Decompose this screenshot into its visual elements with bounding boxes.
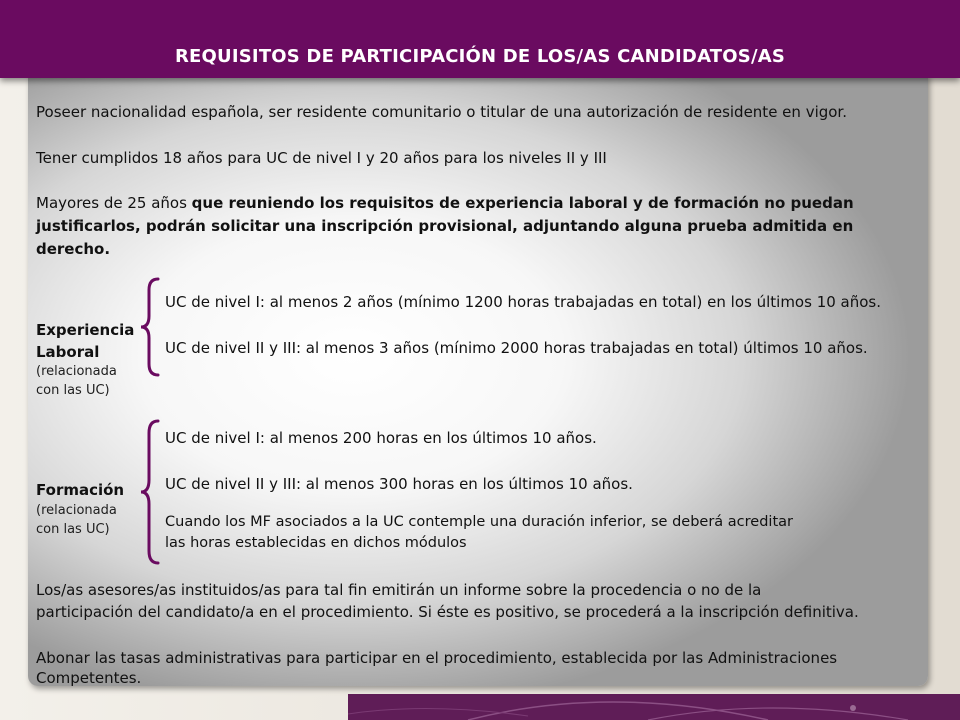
header-bar (0, 0, 960, 78)
advisors-line2: participación del candidato/a en el procedimiento. Si éste es positivo, se procederá a la inscripción definitiva. (36, 603, 859, 621)
page-title: REQUISITOS DE PARTICIPACIÓN DE LOS/AS CANDIDATOS/AS (174, 46, 786, 67)
training-note-line2: con las UC) (36, 522, 110, 537)
requirement-nationality: Poseer nacionalidad española, ser residente comunitario o titular de una autorización de residente en vigor. (36, 103, 847, 121)
experience-note-line2: con las UC) (36, 383, 110, 398)
training-item-1: UC de nivel I: al menos 200 horas en los últimos 10 años. (165, 429, 597, 447)
decorative-curves-icon (348, 694, 960, 720)
experience-label-line1: Experiencia (36, 321, 135, 339)
training-brace-icon (138, 418, 162, 566)
bottom-decorative-band (348, 694, 960, 720)
over25-prefix: Mayores de 25 años (36, 194, 192, 212)
requirement-over25-line1 (36, 193, 854, 213)
training-note-line1: (relacionada (36, 503, 117, 518)
over25-bold-line2: justificarlos, podrán solicitar una inscripción provisional, adjuntando alguna prueba admitida en (36, 217, 854, 235)
over25-bold-line3: derecho. (36, 240, 111, 258)
training-label: Formación (36, 481, 125, 499)
experience-item-2: UC de nivel II y III: al menos 3 años (mínimo 2000 horas trabajadas en total) últimos 10 años. (165, 339, 868, 357)
over25-bold-line1: que reuniendo los requisitos de experiencia laboral y de formación no puedan (191, 194, 854, 212)
training-extra-line2: las horas establecidas en dichos módulos (165, 535, 467, 551)
fees-line2: Competentes. (36, 669, 142, 687)
advisors-line1: Los/as asesores/as instituidos/as para tal fin emitirán un informe sobre la procedencia o no de la (36, 581, 762, 599)
training-extra-line1: Cuando los MF asociados a la UC contemple una duración inferior, se deberá acreditar (165, 514, 793, 530)
fees-line1: Abonar las tasas administrativas para participar en el procedimiento, establecida por las Administraciones (36, 649, 838, 667)
experience-item-1: UC de nivel I: al menos 2 años (mínimo 1200 horas trabajadas en total) en los últimos 10 años. (165, 293, 882, 311)
training-item-2: UC de nivel II y III: al menos 300 horas en los últimos 10 años. (165, 475, 633, 493)
experience-note-line1: (relacionada (36, 364, 117, 379)
experience-label-line2: Laboral (36, 343, 100, 361)
experience-brace-icon (138, 276, 162, 378)
requirement-age: Tener cumplidos 18 años para UC de nivel I y 20 años para los niveles II y III (36, 149, 607, 167)
